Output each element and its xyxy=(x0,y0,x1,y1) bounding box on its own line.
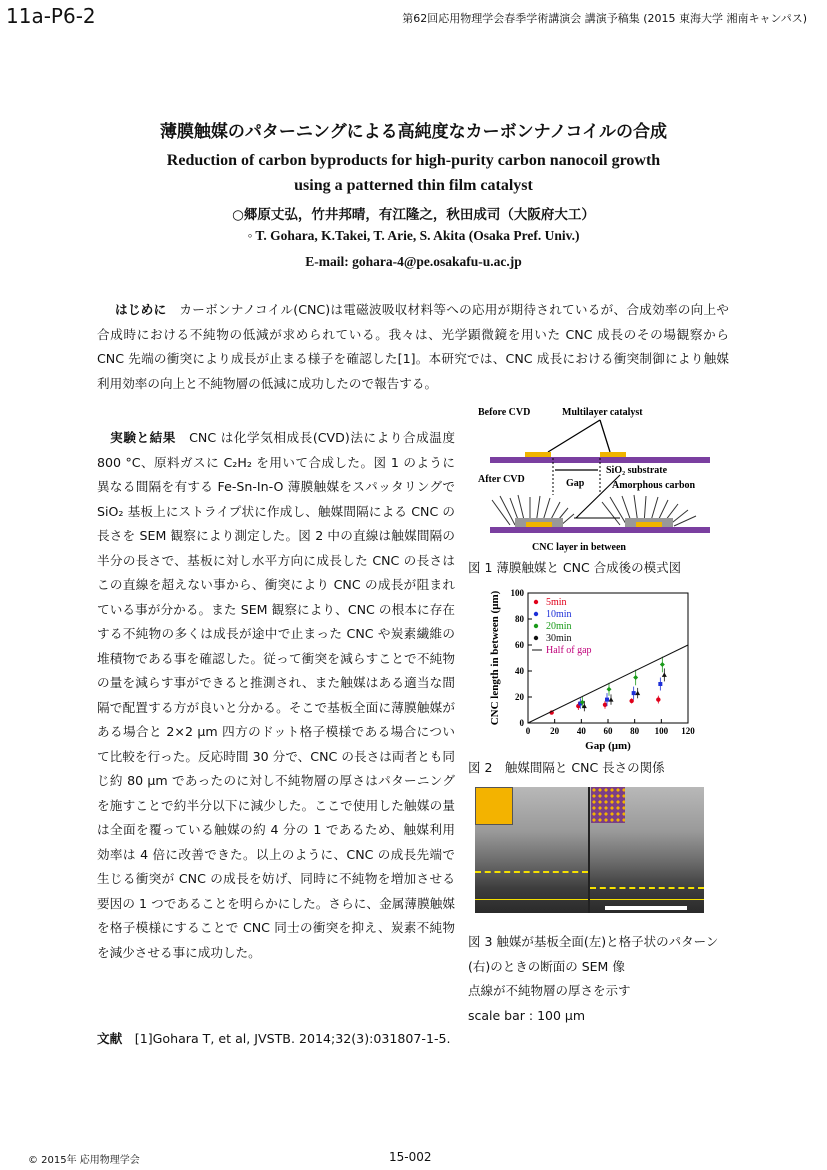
fig3-impurity-line-left-top xyxy=(475,871,588,873)
data-point-10min xyxy=(605,698,609,702)
data-point-20min xyxy=(633,675,638,680)
results-text: CNC は化学気相成長(CVD)法により合成温度 800 °C、原料ガスに C₂H₂ を用いて合成した。図 1 のように異なる間隔を有する Fe-Sn-In-O 薄膜触媒をスパッタリングで SiO₂ 基板上にストライプ状に作成し、触媒間隔による CNC の長さを SEM 観察により測定した。図 2 中の直線は触媒間隔の半分の長さで、基板に対し水平方向に成長した CNC の長さはこの直線を超えない事から、衝突により CNC の成長が阻まれている事が分かる。また SEM 観察により、CNC の根本に存在する不純物の多くは成長が途中で止まった CNC や炭素繊維の堆積物である事を確認した。従って衝突を減らすことで不純物の量を減らす事ができると推測され、また触媒はある適当な間隔で配置する方が良いと分かる。そこで基板全面に薄膜触媒がある場合と 2×2 μm 四方のドット格子模様である場合について比較を行った。反応時間 30 分で、CNC の長さは両者とも同じ約 80 μm であったのに対し不純物層の厚さはパターニングを施すことで約半分以下に減少した。ここで使用した触媒の量は全面を覆っている触媒の約 4 分の 1 であるため、触媒利用効率は 4 倍に改善できた。以上のように、CNC の成長先端で生じる衝突が CNC の成長を妨げ、同時に不純物を増加させる要因の 1 つであることを明らかにした。さらに、金属薄膜触媒を格子模様にすることで CNC 同士の衝突を抑え、炭素不純物を減少させる事に成功した。 xyxy=(97,430,456,960)
fig1-label-before: Before CVD xyxy=(478,407,531,418)
x-tick-label: 0 xyxy=(525,726,531,736)
fig3-full-catalyst-icon xyxy=(475,787,513,825)
x-tick-label: 80 xyxy=(630,726,640,736)
y-tick-label: 0 xyxy=(519,718,524,728)
results-heading: 実験と結果 xyxy=(110,430,176,445)
data-point-30min xyxy=(662,672,667,677)
y-tick-label: 80 xyxy=(515,614,524,624)
data-point-5min xyxy=(629,699,633,703)
data-point-5min xyxy=(603,703,607,707)
fig3-caption-line2: 点線が不純物層の厚さを示す xyxy=(468,983,631,998)
conference-header: 第62回応用物理学会春季学術講演会 講演予稿集 (2015 東海大学 湘南キャンパス) xyxy=(402,12,807,25)
fig1-label-gap: Gap xyxy=(566,478,585,489)
data-point-30min xyxy=(635,691,640,696)
figure-2-chart xyxy=(478,583,718,758)
fig1-label-cnc-layer: CNC layer in between xyxy=(532,542,626,553)
fig1-catalyst-right xyxy=(600,452,626,457)
legend-swatch xyxy=(534,636,538,640)
fig3-divider xyxy=(588,787,590,913)
y-tick-label: 20 xyxy=(515,692,524,702)
footer-page-number: 15-002 xyxy=(389,1150,432,1164)
y-tick-label: 40 xyxy=(515,666,524,676)
data-point-10min xyxy=(632,691,636,695)
data-point-5min xyxy=(656,697,660,701)
paper-id: 11a-P6-2 xyxy=(6,4,96,28)
y-tick-label: 60 xyxy=(515,640,524,650)
fig1-label-substrate: SiO₂ substrate xyxy=(606,465,668,476)
fig3-scale-bar xyxy=(605,906,687,910)
fig1-catalyst-arrow-right xyxy=(600,420,610,452)
x-axis-label: Gap (μm) xyxy=(585,740,631,752)
intro-paragraph xyxy=(97,298,729,396)
half-of-gap-line xyxy=(528,645,688,723)
legend-swatch xyxy=(534,612,538,616)
fig1-catalyst-after-left xyxy=(526,522,552,527)
intro-text: カーボンナノコイル(CNC)は電磁波吸収材料等への応用が期待されているが、合成効率の向上や合成時における不純物の低減が求められている。我々は、光学顕微鏡を用いた CNC 成長のその場観察から CNC 先端の衝突により成長が止まる様子を確認した[1]。本研究では、CNC 成長における衝突制御により触媒利用効率の向上と不純物層の低減に成功したので報告する。 xyxy=(97,302,730,391)
references xyxy=(97,1027,497,1052)
figure-3-caption xyxy=(468,930,728,1028)
references-heading: 文献 xyxy=(97,1031,123,1046)
fig3-impurity-line-right-top xyxy=(590,887,704,889)
fig3-caption-line3: scale bar : 100 μm xyxy=(468,1007,586,1023)
y-tick-label: 100 xyxy=(510,588,524,598)
results-paragraph xyxy=(97,426,455,965)
references-text: [1]Gohara T, et al, JVSTB. 2014;32(3):031807-1-5. xyxy=(134,1031,451,1046)
fig3-patterned-catalyst-icon xyxy=(591,787,625,823)
legend-label: 30min xyxy=(546,633,572,644)
title-english-line2: using a patterned thin film catalyst xyxy=(294,177,533,194)
fig3-caption-line1: 図 3 触媒が基板全面(左)と格子状のパターン(右)のときの断面の SEM 像 xyxy=(468,934,719,974)
intro-heading: はじめに xyxy=(115,302,167,317)
legend-label: 10min xyxy=(546,609,572,620)
x-tick-label: 60 xyxy=(603,726,613,736)
x-tick-label: 20 xyxy=(550,726,560,736)
legend-label: Half of gap xyxy=(546,645,592,656)
figure-2-caption: 図 2 触媒間隔と CNC 長さの関係 xyxy=(468,760,665,775)
authors-japanese: ○郷原丈弘，竹井邦晴，有江隆之，秋田成司（大阪府大工） xyxy=(232,207,595,223)
data-point-20min xyxy=(607,687,612,692)
authors-english: ◦ T. Gohara, K.Takei, T. Arie, S. Akita (Osaka Pref. Univ.) xyxy=(247,228,580,243)
x-tick-label: 40 xyxy=(576,726,586,736)
figure-1-schematic xyxy=(470,400,730,555)
fig1-label-amorphous: Amorphous carbon xyxy=(612,480,696,491)
x-tick-label: 120 xyxy=(681,726,695,736)
data-point-10min xyxy=(658,682,662,686)
legend-swatch xyxy=(534,600,538,604)
fig1-label-catalyst: Multilayer catalyst xyxy=(562,407,643,418)
x-tick-label: 100 xyxy=(654,726,669,736)
author-email: E-mail: gohara-4@pe.osakafu-u.ac.jp xyxy=(305,254,522,269)
title-english-line1: Reduction of carbon byproducts for high-purity carbon nanocoil growth xyxy=(166,152,661,169)
legend-label: 5min xyxy=(546,597,567,608)
figure-1-caption: 図 1 薄膜触媒と CNC 合成後の模式図 xyxy=(468,560,682,575)
data-point-30min xyxy=(609,697,614,702)
legend-swatch xyxy=(534,624,538,628)
fig1-catalyst-left xyxy=(525,452,551,457)
fig1-catalyst-arrow-left xyxy=(548,420,600,452)
y-axis-label: CNC length in between (μm) xyxy=(489,590,501,726)
fig1-label-after: After CVD xyxy=(478,474,525,485)
data-point-20min xyxy=(660,662,665,667)
fig1-substrate-after xyxy=(490,527,710,533)
legend-label: 20min xyxy=(546,621,572,632)
title-japanese: 薄膜触媒のパターニングによる高純度なカーボンナノコイルの合成 xyxy=(159,122,668,142)
footer-copyright: © 2015年 応用物理学会 xyxy=(28,1155,140,1166)
figure-3-sem-image xyxy=(475,787,704,913)
fig1-catalyst-after-right xyxy=(636,522,662,527)
